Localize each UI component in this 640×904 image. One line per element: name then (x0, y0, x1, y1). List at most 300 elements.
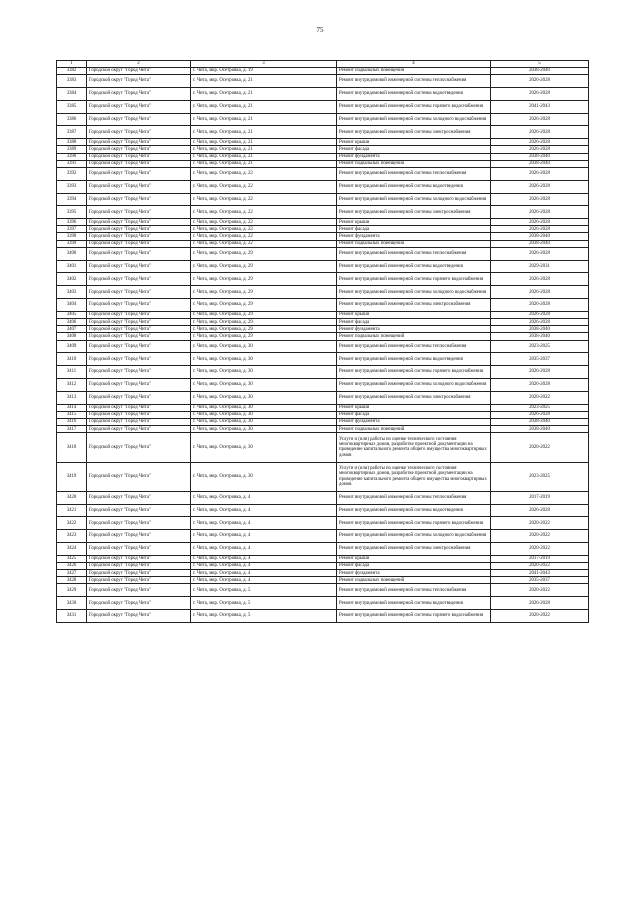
municipality-cell: Городской округ "Город Чита" (87, 75, 191, 88)
municipality-cell: Городской округ "Город Чита" (87, 584, 191, 597)
municipality-cell: Городской округ "Город Чита" (87, 180, 191, 193)
row-number-cell: 3412 (57, 378, 87, 391)
table-row (57, 562, 589, 569)
work-type-cell: Ремонт фундамента (337, 153, 491, 160)
column-header: 1 (57, 61, 87, 68)
municipality-cell: Городской округ "Город Чита" (87, 570, 191, 577)
row-number-cell: 3387 (57, 126, 87, 139)
work-type-cell: Ремонт внутридомовой инженерной системы горячего водоснабжения (337, 273, 491, 286)
years-cell: 2026-2028 (491, 319, 589, 326)
address-cell: г. Чита, мкр. Осетровка, д. 4 (191, 530, 337, 543)
years-cell: 2026-2028 (491, 126, 589, 139)
table-row (57, 411, 589, 418)
years-cell: 2026-2028 (491, 411, 589, 418)
table-row (57, 319, 589, 326)
table-row (57, 160, 589, 167)
years-cell: 2026-2028 (491, 113, 589, 126)
row-number-cell: 3403 (57, 286, 87, 299)
municipality-cell: Городской округ "Город Чита" (87, 542, 191, 555)
work-type-cell: Ремонт подвальных помещений (337, 577, 491, 584)
table-row (57, 273, 589, 286)
municipality-cell: Городской округ "Город Чита" (87, 299, 191, 312)
row-number-cell: 3401 (57, 260, 87, 273)
years-cell: 2041-2043 (491, 100, 589, 113)
row-number-cell: 3417 (57, 426, 87, 433)
years-cell: 2026-2028 (491, 219, 589, 226)
row-number-cell: 3430 (57, 597, 87, 610)
row-number-cell: 3415 (57, 411, 87, 418)
table-row (57, 113, 589, 126)
address-cell: г. Чита, мкр. Осетровка, д. 29 (191, 326, 337, 333)
table-row (57, 139, 589, 146)
address-cell: г. Чита, мкр. Осетровка, д. 21 (191, 146, 337, 153)
municipality-cell: Городской округ "Город Чита" (87, 597, 191, 610)
address-cell: г. Чита, мкр. Осетровка, д. 21 (191, 153, 337, 160)
years-cell: 2026-2028 (491, 167, 589, 180)
work-type-cell: Ремонт подвальных помещений (337, 333, 491, 340)
years-cell: 2038-2040 (491, 233, 589, 240)
row-number-cell: 3395 (57, 206, 87, 219)
work-type-cell: Ремонт внутридомовой инженерной системы теплоснабжения (337, 247, 491, 260)
row-number-cell: 3393 (57, 180, 87, 193)
work-type-cell: Ремонт внутридомовой инженерной системы горячего водоснабжения (337, 517, 491, 530)
table-row (57, 240, 589, 247)
table-row (57, 286, 589, 299)
work-type-cell: Ремонт подвальных помещений (337, 240, 491, 247)
row-number-cell: 3428 (57, 577, 87, 584)
municipality-cell: Городской округ "Город Чита" (87, 167, 191, 180)
address-cell: г. Чита, мкр. Осетровка, д. 22 (191, 219, 337, 226)
years-cell: 2038-2040 (491, 153, 589, 160)
row-number-cell: 3394 (57, 193, 87, 206)
table-row (57, 433, 589, 462)
years-cell: 2017-2019 (491, 491, 589, 504)
years-cell: 2029-2031 (491, 260, 589, 273)
work-type-cell: Ремонт крыши (337, 139, 491, 146)
years-cell: 2026-2028 (491, 286, 589, 299)
row-number-cell: 3405 (57, 311, 87, 318)
years-cell: 2026-2028 (491, 139, 589, 146)
years-cell: 2035-2037 (491, 577, 589, 584)
work-type-cell: Ремонт фасада (337, 319, 491, 326)
work-type-cell: Ремонт подвальных помещений (337, 426, 491, 433)
column-header: 2 (87, 61, 191, 68)
table-row (57, 146, 589, 153)
work-type-cell: Ремонт крыши (337, 404, 491, 411)
municipality-cell: Городской округ "Город Чита" (87, 219, 191, 226)
table-row (57, 353, 589, 366)
municipality-cell: Городской округ "Город Чита" (87, 311, 191, 318)
row-number-cell: 3431 (57, 610, 87, 623)
address-cell: г. Чита, мкр. Осетровка, д. 22 (191, 193, 337, 206)
work-type-cell: Ремонт фасада (337, 562, 491, 569)
work-type-cell: Ремонт внутридомовой инженерной системы холодного водоснабжения (337, 378, 491, 391)
years-cell: 2017-2019 (491, 555, 589, 562)
work-type-cell: Ремонт подвальных помещений (337, 160, 491, 167)
row-number-cell: 3400 (57, 247, 87, 260)
address-cell: г. Чита, мкр. Осетровка, д. 22 (191, 240, 337, 247)
municipality-cell: Городской округ "Город Чита" (87, 319, 191, 326)
municipality-cell: Городской округ "Город Чита" (87, 562, 191, 569)
table-body (57, 68, 589, 623)
years-cell: 2020-2022 (491, 562, 589, 569)
municipality-cell: Городской округ "Город Чита" (87, 391, 191, 404)
municipality-cell: Городской округ "Город Чита" (87, 153, 191, 160)
row-number-cell: 3402 (57, 273, 87, 286)
years-cell: 2038-2040 (491, 68, 589, 75)
municipality-cell: Городской округ "Город Чита" (87, 530, 191, 543)
years-cell: 2026-2028 (491, 311, 589, 318)
years-cell: 2020-2022 (491, 391, 589, 404)
table-row (57, 391, 589, 404)
row-number-cell: 3413 (57, 391, 87, 404)
address-cell: г. Чита, мкр. Осетровка, д. 30 (191, 378, 337, 391)
municipality-cell: Городской округ "Город Чита" (87, 504, 191, 517)
table-row (57, 504, 589, 517)
years-cell: 2026-2028 (491, 146, 589, 153)
address-cell: г. Чита, мкр. Осетровка, д. 22 (191, 233, 337, 240)
address-cell: г. Чита, мкр. Осетровка, д. 30 (191, 462, 337, 491)
work-type-cell: Ремонт внутридомовой инженерной системы электроснабжения (337, 391, 491, 404)
address-cell: г. Чита, мкр. Осетровка, д. 4 (191, 555, 337, 562)
row-number-cell: 3426 (57, 562, 87, 569)
work-type-cell: Ремонт внутридомовой инженерной системы горячего водоснабжения (337, 610, 491, 623)
municipality-cell: Городской округ "Город Чита" (87, 193, 191, 206)
work-type-cell: Ремонт фундамента (337, 326, 491, 333)
address-cell: г. Чита, мкр. Осетровка, д. 29 (191, 299, 337, 312)
row-number-cell: 3397 (57, 226, 87, 233)
table-row (57, 462, 589, 491)
years-cell: 2038-2040 (491, 426, 589, 433)
row-number-cell: 3388 (57, 139, 87, 146)
table-row (57, 542, 589, 555)
work-type-cell: Услуги и (или) работы по оценке технического состояния многоквартирных домов, разработке проектной документации на проведение капитального ремонта общего имущества многоквартирных домов (337, 433, 491, 462)
row-number-cell: 3409 (57, 340, 87, 353)
row-number-cell: 3391 (57, 160, 87, 167)
table-row (57, 153, 589, 160)
repair-schedule-table (56, 60, 589, 623)
table-row (57, 555, 589, 562)
row-number-cell: 3407 (57, 326, 87, 333)
years-cell: 2026-2028 (491, 180, 589, 193)
address-cell: г. Чита, мкр. Осетровка, д. 29 (191, 311, 337, 318)
row-number-cell: 3389 (57, 146, 87, 153)
table-row (57, 570, 589, 577)
address-cell: г. Чита, мкр. Осетровка, д. 29 (191, 319, 337, 326)
municipality-cell: Городской округ "Город Чита" (87, 126, 191, 139)
table-row (57, 530, 589, 543)
row-number-cell: 3399 (57, 240, 87, 247)
municipality-cell: Городской округ "Город Чита" (87, 160, 191, 167)
address-cell: г. Чита, мкр. Осетровка, д. 5 (191, 610, 337, 623)
address-cell: г. Чита, мкр. Осетровка, д. 19 (191, 68, 337, 75)
address-cell: г. Чита, мкр. Осетровка, д. 4 (191, 562, 337, 569)
table-row (57, 226, 589, 233)
row-number-cell: 3396 (57, 219, 87, 226)
municipality-cell: Городской округ "Город Чита" (87, 404, 191, 411)
municipality-cell: Городской округ "Город Чита" (87, 260, 191, 273)
years-cell: 2026-2028 (491, 226, 589, 233)
years-cell: 2038-2040 (491, 160, 589, 167)
municipality-cell: Городской округ "Город Чита" (87, 286, 191, 299)
address-cell: г. Чита, мкр. Осетровка, д. 22 (191, 180, 337, 193)
work-type-cell: Ремонт фундамента (337, 570, 491, 577)
address-cell: г. Чита, мкр. Осетровка, д. 30 (191, 433, 337, 462)
address-cell: г. Чита, мкр. Осетровка, д. 22 (191, 167, 337, 180)
row-number-cell: 3429 (57, 584, 87, 597)
row-number-cell: 3418 (57, 433, 87, 462)
municipality-cell: Городской округ "Город Чита" (87, 333, 191, 340)
years-cell: 2035-2037 (491, 353, 589, 366)
work-type-cell: Ремонт фасада (337, 411, 491, 418)
years-cell: 2026-2028 (491, 87, 589, 100)
table-row (57, 68, 589, 75)
years-cell: 2026-2028 (491, 193, 589, 206)
column-header: 3 (191, 61, 337, 68)
row-number-cell: 3419 (57, 462, 87, 491)
table-row (57, 247, 589, 260)
work-type-cell: Ремонт внутридомовой инженерной системы электроснабжения (337, 206, 491, 219)
address-cell: г. Чита, мкр. Осетровка, д. 30 (191, 366, 337, 379)
address-cell: г. Чита, мкр. Осетровка, д. 30 (191, 411, 337, 418)
table-row (57, 366, 589, 379)
table-row (57, 233, 589, 240)
municipality-cell: Городской округ "Город Чита" (87, 340, 191, 353)
row-number-cell: 3423 (57, 530, 87, 543)
years-cell: 2041-2043 (491, 570, 589, 577)
years-cell: 2023-2025 (491, 340, 589, 353)
row-number-cell: 3420 (57, 491, 87, 504)
municipality-cell: Городской округ "Город Чита" (87, 411, 191, 418)
table-row (57, 333, 589, 340)
work-type-cell: Ремонт внутридомовой инженерной системы водоотведения (337, 180, 491, 193)
address-cell: г. Чита, мкр. Осетровка, д. 21 (191, 87, 337, 100)
work-type-cell: Ремонт внутридомовой инженерной системы водоотведения (337, 87, 491, 100)
table-row (57, 311, 589, 318)
row-number-cell: 3392 (57, 167, 87, 180)
municipality-cell: Городской округ "Город Чита" (87, 226, 191, 233)
years-cell: 2020-2022 (491, 433, 589, 462)
row-number-cell: 3384 (57, 87, 87, 100)
years-cell: 2026-2028 (491, 273, 589, 286)
municipality-cell: Городской округ "Город Чита" (87, 113, 191, 126)
years-cell: 2026-2028 (491, 206, 589, 219)
municipality-cell: Городской округ "Город Чита" (87, 517, 191, 530)
table-row (57, 87, 589, 100)
address-cell: г. Чита, мкр. Осетровка, д. 5 (191, 597, 337, 610)
work-type-cell: Услуги и (или) работы по оценке технического состояния многоквартирных домов, разработке проектной документации на проведение капитального ремонта общего имущества многоквартирных домов (337, 462, 491, 491)
years-cell: 2026-2028 (491, 378, 589, 391)
row-number-cell: 3404 (57, 299, 87, 312)
table-row (57, 219, 589, 226)
municipality-cell: Городской округ "Город Чита" (87, 426, 191, 433)
municipality-cell: Городской округ "Город Чита" (87, 206, 191, 219)
table-row (57, 378, 589, 391)
municipality-cell: Городской округ "Город Чита" (87, 353, 191, 366)
work-type-cell: Ремонт крыши (337, 555, 491, 562)
address-cell: г. Чита, мкр. Осетровка, д. 30 (191, 340, 337, 353)
address-cell: г. Чита, мкр. Осетровка, д. 29 (191, 286, 337, 299)
address-cell: г. Чита, мкр. Осетровка, д. 21 (191, 160, 337, 167)
row-number-cell: 3414 (57, 404, 87, 411)
work-type-cell: Ремонт фундамента (337, 233, 491, 240)
municipality-cell: Городской округ "Город Чита" (87, 100, 191, 113)
years-cell: 2038-2040 (491, 240, 589, 247)
address-cell: г. Чита, мкр. Осетровка, д. 4 (191, 491, 337, 504)
address-cell: г. Чита, мкр. Осетровка, д. 30 (191, 426, 337, 433)
table-row (57, 75, 589, 88)
municipality-cell: Городской округ "Город Чита" (87, 555, 191, 562)
address-cell: г. Чита, мкр. Осетровка, д. 4 (191, 542, 337, 555)
work-type-cell: Ремонт крыши (337, 311, 491, 318)
work-type-cell: Ремонт крыши (337, 219, 491, 226)
table-row (57, 577, 589, 584)
work-type-cell: Ремонт фасада (337, 146, 491, 153)
work-type-cell: Ремонт внутридомовой инженерной системы холодного водоснабжения (337, 193, 491, 206)
years-cell: 2026-2028 (491, 75, 589, 88)
address-cell: г. Чита, мкр. Осетровка, д. 4 (191, 517, 337, 530)
municipality-cell: Городской округ "Город Чита" (87, 610, 191, 623)
municipality-cell: Городской округ "Город Чита" (87, 366, 191, 379)
municipality-cell: Городской округ "Город Чита" (87, 326, 191, 333)
years-cell: 2020-2022 (491, 610, 589, 623)
address-cell: г. Чита, мкр. Осетровка, д. 21 (191, 126, 337, 139)
work-type-cell: Ремонт фундамента (337, 418, 491, 425)
table-row (57, 100, 589, 113)
municipality-cell: Городской округ "Город Чита" (87, 68, 191, 75)
municipality-cell: Городской округ "Город Чита" (87, 87, 191, 100)
table-row (57, 299, 589, 312)
row-number-cell: 3385 (57, 100, 87, 113)
table-row (57, 426, 589, 433)
work-type-cell: Ремонт внутридомовой инженерной системы горячего водоснабжения (337, 100, 491, 113)
row-number-cell: 3421 (57, 504, 87, 517)
row-number-cell: 3425 (57, 555, 87, 562)
years-cell: 2038-2040 (491, 333, 589, 340)
work-type-cell: Ремонт внутридомовой инженерной системы водоотведения (337, 260, 491, 273)
municipality-cell: Городской округ "Город Чита" (87, 433, 191, 462)
row-number-cell: 3383 (57, 75, 87, 88)
years-cell: 2020-2022 (491, 584, 589, 597)
address-cell: г. Чита, мкр. Осетровка, д. 29 (191, 247, 337, 260)
row-number-cell: 3390 (57, 153, 87, 160)
municipality-cell: Городской округ "Город Чита" (87, 247, 191, 260)
address-cell: г. Чита, мкр. Осетровка, д. 4 (191, 570, 337, 577)
work-type-cell: Ремонт внутридомовой инженерной системы холодного водоснабжения (337, 286, 491, 299)
municipality-cell: Городской округ "Город Чита" (87, 139, 191, 146)
work-type-cell: Ремонт фасада (337, 226, 491, 233)
row-number-cell: 3406 (57, 319, 87, 326)
years-cell: 2026-2028 (491, 299, 589, 312)
address-cell: г. Чита, мкр. Осетровка, д. 29 (191, 333, 337, 340)
table-row (57, 404, 589, 411)
address-cell: г. Чита, мкр. Осетровка, д. 29 (191, 273, 337, 286)
row-number-cell: 3398 (57, 233, 87, 240)
municipality-cell: Городской округ "Город Чита" (87, 240, 191, 247)
address-cell: г. Чита, мкр. Осетровка, д. 21 (191, 139, 337, 146)
address-cell: г. Чита, мкр. Осетровка, д. 22 (191, 226, 337, 233)
work-type-cell: Ремонт внутридомовой инженерной системы электроснабжения (337, 126, 491, 139)
address-cell: г. Чита, мкр. Осетровка, д. 30 (191, 404, 337, 411)
table-row (57, 597, 589, 610)
table-row (57, 584, 589, 597)
years-cell: 2026-2028 (491, 247, 589, 260)
address-cell: г. Чита, мкр. Осетровка, д. 30 (191, 353, 337, 366)
address-cell: г. Чита, мкр. Осетровка, д. 30 (191, 418, 337, 425)
table-row (57, 326, 589, 333)
column-header: 4 (337, 61, 491, 68)
years-cell: 2020-2022 (491, 542, 589, 555)
years-cell: 2026-2028 (491, 366, 589, 379)
work-type-cell: Ремонт внутридомовой инженерной системы электроснабжения (337, 299, 491, 312)
municipality-cell: Городской округ "Город Чита" (87, 491, 191, 504)
work-type-cell: Ремонт внутридомовой инженерной системы водоотведения (337, 353, 491, 366)
work-type-cell: Ремонт внутридомовой инженерной системы теплоснабжения (337, 167, 491, 180)
address-cell: г. Чита, мкр. Осетровка, д. 21 (191, 75, 337, 88)
table-row (57, 340, 589, 353)
table-row (57, 517, 589, 530)
years-cell: 2020-2022 (491, 530, 589, 543)
table-row (57, 491, 589, 504)
row-number-cell: 3411 (57, 366, 87, 379)
work-type-cell: Ремонт внутридомовой инженерной системы теплоснабжения (337, 584, 491, 597)
years-cell: 2026-2028 (491, 597, 589, 610)
row-number-cell: 3382 (57, 68, 87, 75)
column-header: 5 (491, 61, 589, 68)
municipality-cell: Городской округ "Город Чита" (87, 418, 191, 425)
page-number: 75 (316, 26, 324, 34)
work-type-cell: Ремонт внутридомовой инженерной системы электроснабжения (337, 542, 491, 555)
row-number-cell: 3408 (57, 333, 87, 340)
address-cell: г. Чита, мкр. Осетровка, д. 30 (191, 391, 337, 404)
address-cell: г. Чита, мкр. Осетровка, д. 21 (191, 113, 337, 126)
address-cell: г. Чита, мкр. Осетровка, д. 4 (191, 577, 337, 584)
row-number-cell: 3427 (57, 570, 87, 577)
municipality-cell: Городской округ "Город Чита" (87, 146, 191, 153)
work-type-cell: Ремонт внутридомовой инженерной системы горячего водоснабжения (337, 366, 491, 379)
work-type-cell: Ремонт внутридомовой инженерной системы теплоснабжения (337, 491, 491, 504)
table-row (57, 418, 589, 425)
table-row (57, 167, 589, 180)
municipality-cell: Городской округ "Город Чита" (87, 273, 191, 286)
row-number-cell: 3410 (57, 353, 87, 366)
work-type-cell: Ремонт подвальных помещений (337, 68, 491, 75)
work-type-cell: Ремонт внутридомовой инженерной системы холодного водоснабжения (337, 530, 491, 543)
years-cell: 2020-2022 (491, 517, 589, 530)
years-cell: 2023-2025 (491, 462, 589, 491)
table-row (57, 610, 589, 623)
table-row (57, 206, 589, 219)
table-row (57, 126, 589, 139)
row-number-cell: 3416 (57, 418, 87, 425)
address-cell: г. Чита, мкр. Осетровка, д. 29 (191, 260, 337, 273)
years-cell: 2038-2040 (491, 418, 589, 425)
work-type-cell: Ремонт внутридомовой инженерной системы водоотведения (337, 597, 491, 610)
work-type-cell: Ремонт внутридомовой инженерной системы холодного водоснабжения (337, 113, 491, 126)
address-cell: г. Чита, мкр. Осетровка, д. 21 (191, 100, 337, 113)
municipality-cell: Городской округ "Город Чита" (87, 577, 191, 584)
work-type-cell: Ремонт внутридомовой инженерной системы теплоснабжения (337, 75, 491, 88)
row-number-cell: 3424 (57, 542, 87, 555)
years-cell: 2038-2040 (491, 326, 589, 333)
table-row (57, 180, 589, 193)
years-cell: 2023-2025 (491, 404, 589, 411)
work-type-cell: Ремонт внутридомовой инженерной системы теплоснабжения (337, 340, 491, 353)
municipality-cell: Городской округ "Город Чита" (87, 233, 191, 240)
table-header-row (57, 61, 589, 68)
row-number-cell: 3422 (57, 517, 87, 530)
address-cell: г. Чита, мкр. Осетровка, д. 4 (191, 504, 337, 517)
